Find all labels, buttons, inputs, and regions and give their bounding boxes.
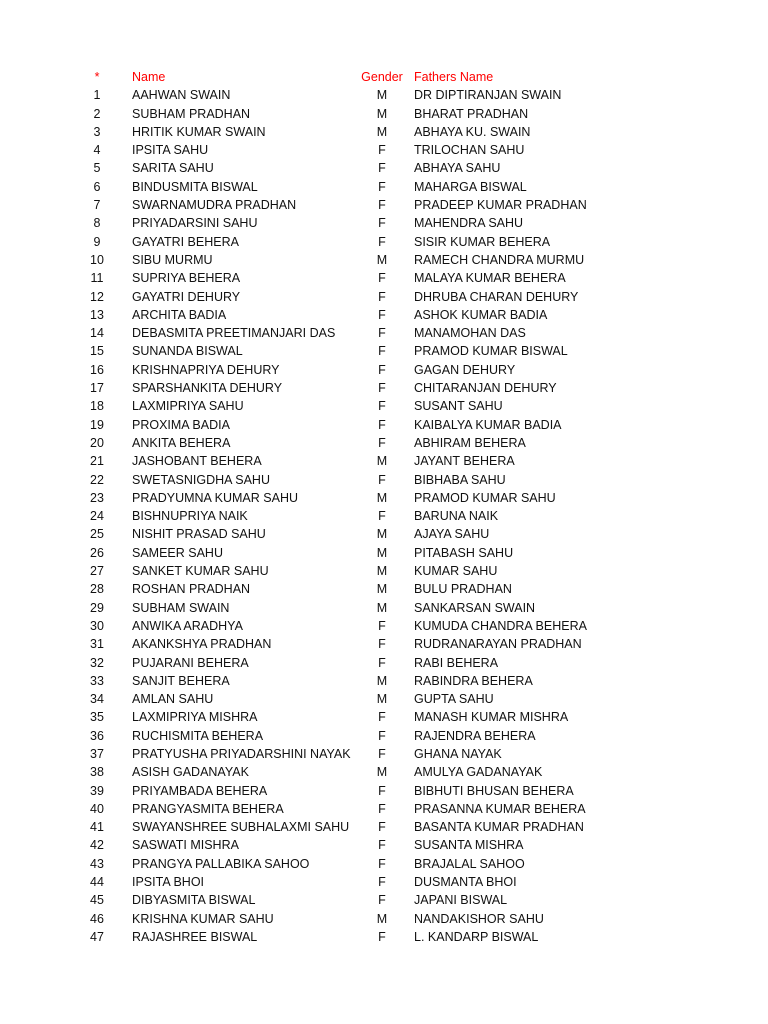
student-name: DIBYASMITA BISWAL xyxy=(132,893,256,908)
table-row xyxy=(0,507,768,525)
student-gender: F xyxy=(378,198,386,213)
table-row xyxy=(0,306,768,324)
table-row xyxy=(0,910,768,928)
student-gender: F xyxy=(378,710,386,725)
fathers-name: RABI BEHERA xyxy=(414,655,499,670)
student-gender: M xyxy=(376,88,388,103)
student-name: AKANKSHYA PRADHAN xyxy=(132,637,272,652)
student-name: NISHIT PRASAD SAHU xyxy=(132,527,266,542)
student-gender: F xyxy=(378,929,386,944)
row-number: 35 xyxy=(90,710,104,725)
fathers-name: BULU PRADHAN xyxy=(414,582,512,597)
fathers-name: BARUNA NAIK xyxy=(414,509,499,524)
student-name: GAYATRI BEHERA xyxy=(132,234,239,249)
table-row xyxy=(0,324,768,342)
student-gender: F xyxy=(378,435,386,450)
table-row xyxy=(0,708,768,726)
row-number: 43 xyxy=(90,856,104,871)
student-name: PRIYADARSINI SAHU xyxy=(132,216,258,231)
row-number: 47 xyxy=(90,929,104,944)
table-row xyxy=(0,617,768,635)
student-name: SANJIT BEHERA xyxy=(132,673,230,688)
row-number: 1 xyxy=(93,88,101,103)
student-name: IPSITA SAHU xyxy=(132,143,209,158)
student-gender: M xyxy=(376,582,388,597)
table-row xyxy=(0,855,768,873)
table-row xyxy=(0,562,768,580)
row-number: 12 xyxy=(90,289,104,304)
student-gender: M xyxy=(376,106,388,121)
table-row xyxy=(0,178,768,196)
student-gender: M xyxy=(376,765,388,780)
row-number: 33 xyxy=(90,673,104,688)
table-row xyxy=(0,214,768,232)
student-name: SWETASNIGDHA SAHU xyxy=(132,472,270,487)
table-row xyxy=(0,544,768,562)
student-name: DEBASMITA PREETIMANJARI DAS xyxy=(132,326,336,341)
table-row xyxy=(0,818,768,836)
row-number: 20 xyxy=(90,435,104,450)
row-number: 7 xyxy=(93,198,101,213)
student-name: SUNANDA BISWAL xyxy=(132,344,243,359)
student-gender: F xyxy=(378,820,386,835)
row-number: 45 xyxy=(90,893,104,908)
table-row xyxy=(0,654,768,672)
student-gender: F xyxy=(378,472,386,487)
fathers-name: JAYANT BEHERA xyxy=(414,454,515,469)
student-gender: M xyxy=(376,673,388,688)
row-number: 18 xyxy=(90,399,104,414)
student-gender: F xyxy=(378,838,386,853)
table-row xyxy=(0,342,768,360)
fathers-name: JAPANI BISWAL xyxy=(414,893,508,908)
student-name: KRISHNAPRIYA DEHURY xyxy=(132,362,280,377)
fathers-name: GUPTA SAHU xyxy=(414,692,494,707)
table-body xyxy=(0,86,768,946)
fathers-name: BHARAT PRADHAN xyxy=(414,106,529,121)
table-row xyxy=(0,599,768,617)
student-gender: F xyxy=(378,271,386,286)
table-row xyxy=(0,672,768,690)
row-number: 36 xyxy=(90,728,104,743)
table-row xyxy=(0,525,768,543)
student-name: SIBU MURMU xyxy=(132,252,213,267)
fathers-name: DHRUBA CHARAN DEHURY xyxy=(414,289,579,304)
fathers-name: ABHAYA KU. SWAIN xyxy=(414,124,531,139)
row-number: 29 xyxy=(90,600,104,615)
row-number: 11 xyxy=(90,271,104,286)
row-number: 40 xyxy=(90,801,104,816)
row-number: 5 xyxy=(93,161,101,176)
table-row xyxy=(0,123,768,141)
table-row xyxy=(0,580,768,598)
fathers-name: GHANA NAYAK xyxy=(414,746,502,761)
row-number: 21 xyxy=(90,454,104,469)
student-gender: F xyxy=(378,746,386,761)
row-number: 17 xyxy=(90,381,104,396)
table-row xyxy=(0,233,768,251)
table-header-row xyxy=(0,68,768,86)
table-row xyxy=(0,727,768,745)
student-name: ANKITA BEHERA xyxy=(132,435,231,450)
student-name: PROXIMA BADIA xyxy=(132,417,230,432)
student-name: SARITA SAHU xyxy=(132,161,214,176)
row-number: 4 xyxy=(93,143,101,158)
student-name: SWAYANSHREE SUBHALAXMI SAHU xyxy=(132,820,350,835)
student-name: PRATYUSHA PRIYADARSHINI NAYAK xyxy=(132,746,351,761)
row-number: 2 xyxy=(93,106,101,121)
student-name: PRANGYA PALLABIKA SAHOO xyxy=(132,856,310,871)
student-gender: F xyxy=(378,509,386,524)
row-number: 24 xyxy=(90,509,104,524)
row-number: 28 xyxy=(90,582,104,597)
table-row xyxy=(0,397,768,415)
row-number: 30 xyxy=(90,618,104,633)
student-name: SUBHAM PRADHAN xyxy=(132,106,251,121)
table-row xyxy=(0,196,768,214)
table-row xyxy=(0,434,768,452)
student-gender: F xyxy=(378,289,386,304)
student-name: ROSHAN PRADHAN xyxy=(132,582,251,597)
row-number: 34 xyxy=(90,692,104,707)
fathers-name: SUSANT SAHU xyxy=(414,399,503,414)
student-gender: M xyxy=(376,564,388,579)
student-gender: F xyxy=(378,234,386,249)
student-gender: F xyxy=(378,179,386,194)
student-table xyxy=(0,68,768,946)
student-gender: F xyxy=(378,161,386,176)
fathers-name: PRADEEP KUMAR PRADHAN xyxy=(414,198,587,213)
table-row xyxy=(0,873,768,891)
student-gender: F xyxy=(378,856,386,871)
student-gender: F xyxy=(378,362,386,377)
row-number: 10 xyxy=(90,252,104,267)
student-gender: F xyxy=(378,399,386,414)
fathers-name: TRILOCHAN SAHU xyxy=(414,143,525,158)
table-row xyxy=(0,800,768,818)
row-number: 42 xyxy=(90,838,104,853)
student-gender: M xyxy=(376,600,388,615)
student-gender: M xyxy=(376,527,388,542)
fathers-name: PRAMOD KUMAR SAHU xyxy=(414,490,556,505)
row-number: 31 xyxy=(90,637,104,652)
fathers-name: MALAYA KUMAR BEHERA xyxy=(414,271,566,286)
row-number: 41 xyxy=(90,820,104,835)
row-number: 9 xyxy=(93,234,101,249)
fathers-name: SUSANTA MISHRA xyxy=(414,838,524,853)
student-name: PRIYAMBADA BEHERA xyxy=(132,783,268,798)
table-row xyxy=(0,141,768,159)
fathers-name: MANAMOHAN DAS xyxy=(414,326,526,341)
student-gender: M xyxy=(376,252,388,267)
fathers-name: AJAYA SAHU xyxy=(414,527,490,542)
header-name: Name xyxy=(132,70,166,84)
fathers-name: PITABASH SAHU xyxy=(414,545,514,560)
student-gender: F xyxy=(378,801,386,816)
table-row xyxy=(0,251,768,269)
fathers-name: KAIBALYA KUMAR BADIA xyxy=(414,417,562,432)
student-name: RUCHISMITA BEHERA xyxy=(132,728,264,743)
student-name: PRANGYASMITA BEHERA xyxy=(132,801,284,816)
student-gender: F xyxy=(378,618,386,633)
fathers-name: NANDAKISHOR SAHU xyxy=(414,911,544,926)
row-number: 38 xyxy=(90,765,104,780)
student-name: AMLAN SAHU xyxy=(132,692,214,707)
student-name: SPARSHANKITA DEHURY xyxy=(132,381,283,396)
fathers-name: CHITARANJAN DEHURY xyxy=(414,381,557,396)
fathers-name: SANKARSAN SWAIN xyxy=(414,600,536,615)
student-name: SWARNAMUDRA PRADHAN xyxy=(132,198,297,213)
row-number: 15 xyxy=(90,344,104,359)
student-name: IPSITA BHOI xyxy=(132,875,205,890)
row-number: 44 xyxy=(90,875,104,890)
row-number: 16 xyxy=(90,362,104,377)
row-number: 26 xyxy=(90,545,104,560)
student-name: SUBHAM SWAIN xyxy=(132,600,230,615)
table-row xyxy=(0,159,768,177)
header-fathers-name: Fathers Name xyxy=(414,70,494,84)
student-name: AAHWAN SWAIN xyxy=(132,88,231,103)
fathers-name: PRASANNA KUMAR BEHERA xyxy=(414,801,586,816)
student-gender: F xyxy=(378,875,386,890)
student-name: SUPRIYA BEHERA xyxy=(132,271,241,286)
row-number: 27 xyxy=(90,564,104,579)
fathers-name: MANASH KUMAR MISHRA xyxy=(414,710,569,725)
fathers-name: PRAMOD KUMAR BISWAL xyxy=(414,344,568,359)
fathers-name: KUMUDA CHANDRA BEHERA xyxy=(414,618,587,633)
table-row xyxy=(0,105,768,123)
student-gender: F xyxy=(378,307,386,322)
student-name: ASISH GADANAYAK xyxy=(132,765,249,780)
student-gender: F xyxy=(378,893,386,908)
fathers-name: GAGAN DEHURY xyxy=(414,362,516,377)
table-row xyxy=(0,782,768,800)
fathers-name: BRAJALAL SAHOO xyxy=(414,856,525,871)
student-name: ANWIKA ARADHYA xyxy=(132,618,243,633)
student-gender: F xyxy=(378,655,386,670)
row-number: 3 xyxy=(93,124,101,139)
student-gender: M xyxy=(376,124,388,139)
student-gender: M xyxy=(376,490,388,505)
fathers-name: BIBHUTI BHUSAN BEHERA xyxy=(414,783,574,798)
row-number: 6 xyxy=(93,179,101,194)
table-row xyxy=(0,489,768,507)
student-name: BISHNUPRIYA NAIK xyxy=(132,509,248,524)
student-name: KRISHNA KUMAR SAHU xyxy=(132,911,274,926)
student-gender: F xyxy=(378,637,386,652)
row-number: 39 xyxy=(90,783,104,798)
row-number: 25 xyxy=(90,527,104,542)
student-name: LAXMIPRIYA MISHRA xyxy=(132,710,258,725)
row-number: 37 xyxy=(90,746,104,761)
student-gender: F xyxy=(378,728,386,743)
student-gender: F xyxy=(378,344,386,359)
table-row xyxy=(0,690,768,708)
fathers-name: MAHARGA BISWAL xyxy=(414,179,527,194)
row-number: 8 xyxy=(93,216,101,231)
fathers-name: ABHAYA SAHU xyxy=(414,161,501,176)
table-row xyxy=(0,379,768,397)
fathers-name: ASHOK KUMAR BADIA xyxy=(414,307,548,322)
fathers-name: BASANTA KUMAR PRADHAN xyxy=(414,820,584,835)
row-number: 23 xyxy=(90,490,104,505)
row-number: 14 xyxy=(90,326,104,341)
table-row xyxy=(0,928,768,946)
row-number: 22 xyxy=(90,472,104,487)
fathers-name: RUDRANARAYAN PRADHAN xyxy=(414,637,582,652)
student-name: HRITIK KUMAR SWAIN xyxy=(132,124,266,139)
student-name: ARCHITA BADIA xyxy=(132,307,227,322)
table-row xyxy=(0,763,768,781)
table-row xyxy=(0,452,768,470)
student-gender: F xyxy=(378,783,386,798)
fathers-name: MAHENDRA SAHU xyxy=(414,216,524,231)
student-gender: F xyxy=(378,326,386,341)
fathers-name: RAMECH CHANDRA MURMU xyxy=(414,252,585,267)
fathers-name: L. KANDARP BISWAL xyxy=(414,929,539,944)
student-name: BINDUSMITA BISWAL xyxy=(132,179,258,194)
table-row xyxy=(0,86,768,104)
row-number: 32 xyxy=(90,655,104,670)
header-gender: Gender xyxy=(361,70,403,84)
table-row xyxy=(0,269,768,287)
row-number: 19 xyxy=(90,417,104,432)
table-row xyxy=(0,361,768,379)
fathers-name: AMULYA GADANAYAK xyxy=(414,765,543,780)
student-name: LAXMIPRIYA SAHU xyxy=(132,399,244,414)
header-number: * xyxy=(94,70,100,84)
row-number: 46 xyxy=(90,911,104,926)
student-name: PUJARANI BEHERA xyxy=(132,655,249,670)
student-gender: M xyxy=(376,692,388,707)
fathers-name: ABHIRAM BEHERA xyxy=(414,435,526,450)
fathers-name: KUMAR SAHU xyxy=(414,564,498,579)
student-name: RAJASHREE BISWAL xyxy=(132,929,258,944)
student-name: GAYATRI DEHURY xyxy=(132,289,241,304)
fathers-name: BIBHABA SAHU xyxy=(414,472,506,487)
table-row xyxy=(0,745,768,763)
student-gender: F xyxy=(378,216,386,231)
table-row xyxy=(0,471,768,489)
table-row xyxy=(0,836,768,854)
fathers-name: RAJENDRA BEHERA xyxy=(414,728,536,743)
student-gender: M xyxy=(376,911,388,926)
student-name: SAMEER SAHU xyxy=(132,545,223,560)
fathers-name: DUSMANTA BHOI xyxy=(414,875,517,890)
table-row xyxy=(0,288,768,306)
table-row xyxy=(0,635,768,653)
fathers-name: SISIR KUMAR BEHERA xyxy=(414,234,551,249)
table-row xyxy=(0,416,768,434)
student-name: PRADYUMNA KUMAR SAHU xyxy=(132,490,298,505)
student-gender: M xyxy=(376,454,388,469)
student-name: SASWATI MISHRA xyxy=(132,838,239,853)
student-gender: F xyxy=(378,417,386,432)
student-gender: F xyxy=(378,381,386,396)
student-name: JASHOBANT BEHERA xyxy=(132,454,262,469)
fathers-name: DR DIPTIRANJAN SWAIN xyxy=(414,88,562,103)
student-gender: F xyxy=(378,143,386,158)
student-name: SANKET KUMAR SAHU xyxy=(132,564,269,579)
student-gender: M xyxy=(376,545,388,560)
row-number: 13 xyxy=(90,307,104,322)
table-row xyxy=(0,891,768,909)
fathers-name: RABINDRA BEHERA xyxy=(414,673,533,688)
